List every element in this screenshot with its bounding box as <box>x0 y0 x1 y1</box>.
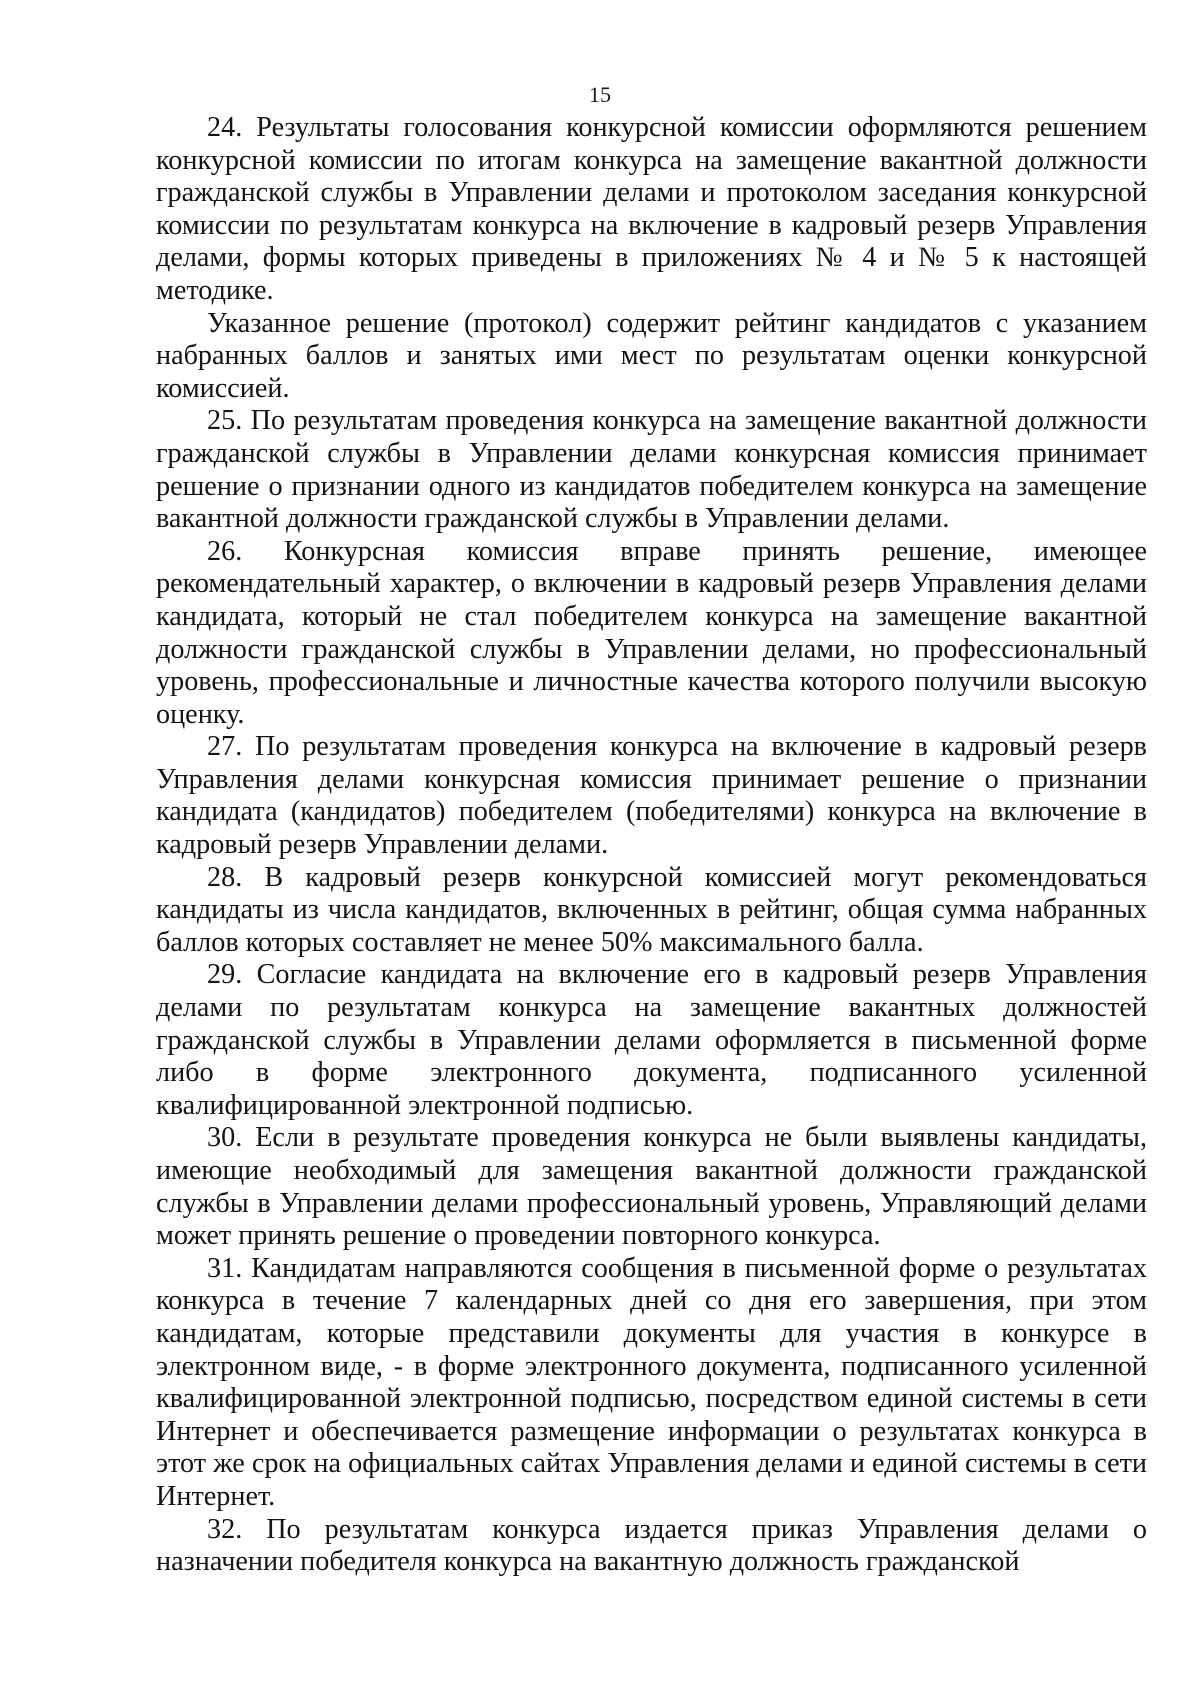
page-number: 15 <box>589 82 611 107</box>
document-body <box>156 112 1147 1579</box>
paragraph-26: 26. Конкурсная комиссия вправе принять решение, имеющее рекомендательный характер, о включении в кадровый резерв Управления делами кандидата, который не стал победителем конкурса на замещение вакантной должности гражданской службы в Управлении делами, но профессиональный уровень, профессиональные и личностные качества которого получили высокую оценку. <box>156 535 1147 730</box>
paragraph-28: 28. В кадровый резерв конкурсной комиссией могут рекомендоваться кандидаты из числа кандидатов, включенных в рейтинг, общая сумма набранных баллов которых составляет не менее 50% максимального балла. <box>156 861 1147 958</box>
paragraph-30: 30. Если в результате проведения конкурса не были выявлены кандидаты, имеющие необходимый для замещения вакантной должности гражданской службы в Управлении делами профессиональный уровень, Управляющий делами может принять решение о проведении повторного конкурса. <box>156 1122 1147 1252</box>
paragraph-31: 31. Кандидатам направляются сообщения в письменной форме о результатах конкурса в течение 7 календарных дней со дня его завершения, при этом кандидатам, которые представили документы для участия в конкурсе в электронном виде, - в форме электронного документа, подписанного усиленной квалифицированной электронной подписью, посредством единой системы в сети Интернет и обеспечивается размещение информации о результатах конкурса в этот же срок на официальных сайтах Управления делами и единой системы в сети Интернет. <box>156 1252 1147 1512</box>
paragraph-29: 29. Согласие кандидата на включение его в кадровый резерв Управления делами по результатам конкурса на замещение вакантных должностей гражданской службы в Управлении делами оформляется в письменной форме либо в форме электронного документа, подписанного усиленной квалифицированной электронной подписью. <box>156 959 1147 1121</box>
paragraph-27: 27. По результатам проведения конкурса на включение в кадровый резерв Управления делами конкурсная комиссия принимает решение о признании кандидата (кандидатов) победителем (победителями) конкурса на включение в кадровый резерв Управлении делами. <box>156 731 1147 861</box>
paragraph-32: 32. По результатам конкурса издается приказ Управления делами о назначении победителя конкурса на вакантную должность гражданской <box>156 1513 1147 1578</box>
paragraph-24: 24. Результаты голосования конкурсной комиссии оформляются решением конкурсной комиссии по итогам конкурса на замещение вакантной должности гражданской службы в Управлении делами и протоколом заседания конкурсной комиссии по результатам конкурса на включение в кадровый резерв Управления делами, формы которых приведены в приложениях № 4 и № 5 к настоящей методике. <box>156 112 1147 306</box>
paragraph-24-note: Указанное решение (протокол) содержит рейтинг кандидатов с указанием набранных баллов и занятых ими мест по результатам оценки конкурсной комиссией. <box>156 307 1147 404</box>
paragraph-25: 25. По результатам проведения конкурса на замещение вакантной должности гражданской службы в Управлении делами конкурсная комиссия принимает решение о признании одного из кандидатов победителем конкурса на замещение вакантной должности гражданской службы в Управлении делами. <box>156 405 1147 535</box>
